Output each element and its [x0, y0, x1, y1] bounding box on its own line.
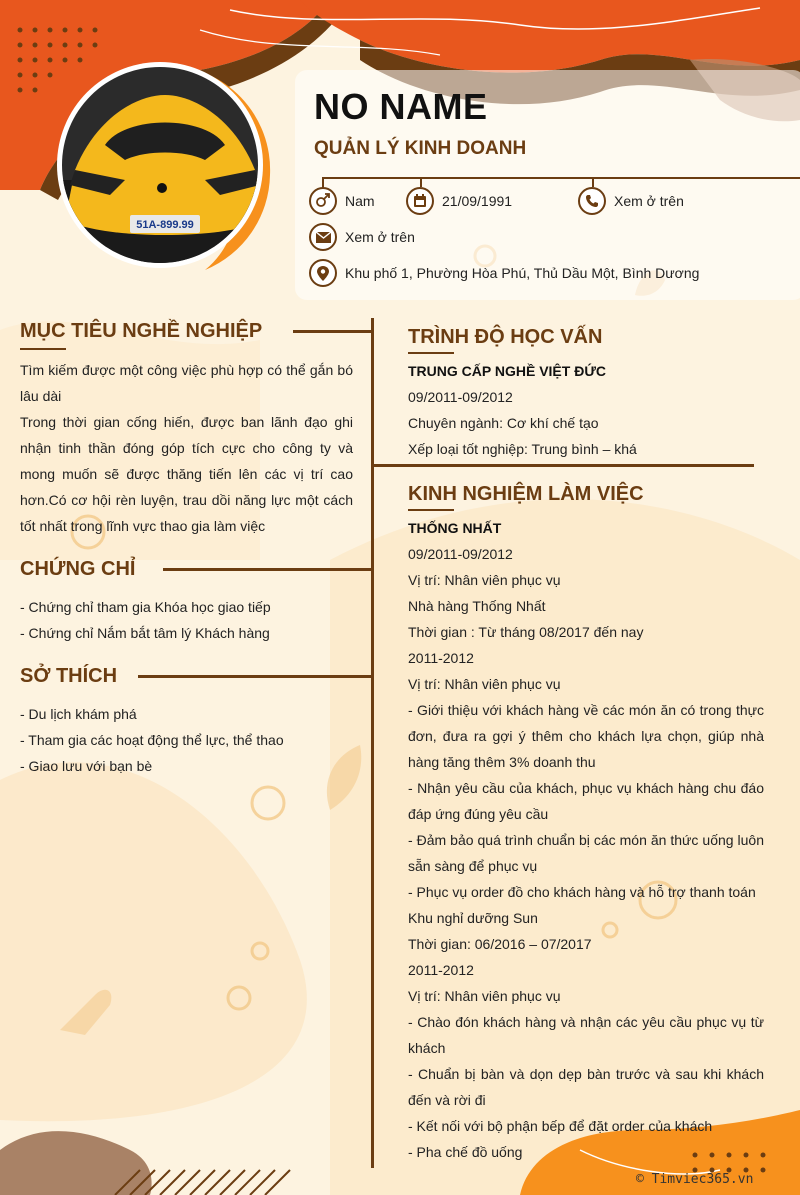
profile-photo [55, 60, 275, 280]
experience-line: 2011-2012 [408, 650, 474, 666]
header-divider [322, 177, 800, 179]
certificates-title: CHỨNG CHỈ [20, 558, 136, 580]
experience-line: Vị trí: Nhân viên phục vụ [408, 988, 561, 1004]
gender-row [309, 187, 375, 215]
experience-line: - Chào đón khách hàng và nhận các yêu cầu phục vụ từ khách [408, 1014, 764, 1056]
experience-line: - Pha chế đồ uống [408, 1144, 523, 1160]
section-rule [138, 675, 371, 678]
experience-line: - Chuẩn bị bàn và dọn dẹp bàn trước và sau khi khách đến và rời đi [408, 1066, 764, 1108]
company-name: THỐNG NHẤT [408, 520, 502, 536]
phone-icon [578, 187, 606, 215]
education-major: Chuyên ngành: Cơ khí chế tạo [408, 415, 599, 431]
envelope-icon [309, 223, 337, 251]
section-underline [408, 352, 454, 354]
certificates-list [20, 594, 360, 646]
experience-title: KINH NGHIỆM LÀM VIỆC [408, 483, 644, 505]
hobby-item: - Giao lưu với bạn bè [20, 758, 153, 774]
hobby-item: - Tham gia các hoạt động thể lực, thể thao [20, 732, 284, 748]
email-row [309, 223, 415, 251]
email-value: Xem ở trên [345, 229, 415, 245]
education-period: 09/2011-09/2012 [408, 389, 513, 405]
phone-row [578, 187, 684, 215]
divider-tick [592, 177, 594, 187]
experience-line: Vị trí: Nhân viên phục vụ [408, 572, 561, 588]
birthday-value: 21/09/1991 [442, 193, 513, 209]
career-goal-paragraph: Tìm kiếm được một công việc phù hợp có thể gắn bó lâu dài [20, 362, 353, 404]
career-goal-text [20, 357, 353, 539]
phone-value: Xem ở trên [614, 193, 684, 209]
candidate-name: NO NAME [314, 86, 488, 127]
section-rule [293, 330, 371, 333]
section-rule [163, 568, 371, 571]
certificate-item: - Chứng chỉ tham gia Khóa học giao tiếp [20, 599, 271, 615]
experience-line: 09/2011-09/2012 [408, 546, 513, 562]
gender-icon [309, 187, 337, 215]
education-title: TRÌNH ĐỘ HỌC VẤN [408, 326, 603, 348]
experience-line: Thời gian : Từ tháng 08/2017 đến nay [408, 624, 644, 640]
hobby-item: - Du lịch khám phá [20, 706, 137, 722]
hobbies-title: SỞ THÍCH [20, 665, 118, 687]
divider-tick [420, 177, 422, 187]
experience-line: Nhà hàng Thống Nhất [408, 598, 546, 614]
watermark: © Timviec365.vn [636, 1172, 754, 1187]
education-grade: Xếp loại tốt nghiệp: Trung bình – khá [408, 441, 637, 457]
certificate-item: - Chứng chỉ Nắm bắt tâm lý Khách hàng [20, 625, 270, 641]
experience-line: - Nhận yêu cầu của khách, phục vụ khách hàng chu đáo đáp ứng đúng yêu cầu [408, 780, 764, 822]
experience-line: - Giới thiệu với khách hàng về các món ăn có trong thực đơn, đưa ra gợi ý thêm cho khách lựa chọn, giúp nhà hàng tăng thêm 3% doanh thu [408, 702, 764, 770]
section-underline [408, 509, 454, 511]
experience-line: Vị trí: Nhân viên phục vụ [408, 676, 561, 692]
education-block [408, 358, 768, 462]
experience-line: 2011-2012 [408, 962, 474, 978]
experience-line: - Đảm bảo quá trình chuẩn bị các món ăn thức uống luôn sẵn sàng để phục vụ [408, 832, 764, 874]
school-name: TRUNG CẤP NGHỀ VIỆT ĐỨC [408, 363, 607, 379]
section-underline [20, 348, 66, 350]
experience-line: Khu nghỉ dưỡng Sun [408, 910, 538, 926]
birthday-row [406, 187, 512, 215]
section-rule [374, 464, 754, 467]
experience-block [408, 515, 764, 1165]
job-title: QUẢN LÝ KINH DOANH [314, 138, 527, 159]
experience-line: Thời gian: 06/2016 – 07/2017 [408, 936, 592, 952]
license-plate-text: 51A-899.99 [136, 219, 194, 231]
experience-line: - Kết nối với bộ phận bếp để đặt order của khách [408, 1118, 713, 1134]
career-goal-title: MỤC TIÊU NGHỀ NGHIỆP [20, 320, 263, 342]
hobbies-list [20, 701, 360, 779]
experience-line: - Phục vụ order đồ cho khách hàng và hỗ trợ thanh toán [408, 884, 756, 900]
gender-value: Nam [345, 193, 375, 209]
calendar-icon [406, 187, 434, 215]
column-divider [371, 318, 374, 1168]
address-value: Khu phố 1, Phường Hòa Phú, Thủ Dầu Một, Bình Dương [345, 265, 700, 281]
address-row [309, 259, 699, 287]
career-goal-paragraph: Trong thời gian cống hiến, được ban lãnh đạo ghi nhận tinh thần đóng góp tích cực cho công ty và mong muốn sẽ được thăng tiến lên các vị trí cao hơn.Có cơ hội rèn luyện, trau dồi năng lực một cách tốt nhất trong lĩnh vực thao gia làm việc [20, 414, 353, 534]
location-pin-icon [309, 259, 337, 287]
